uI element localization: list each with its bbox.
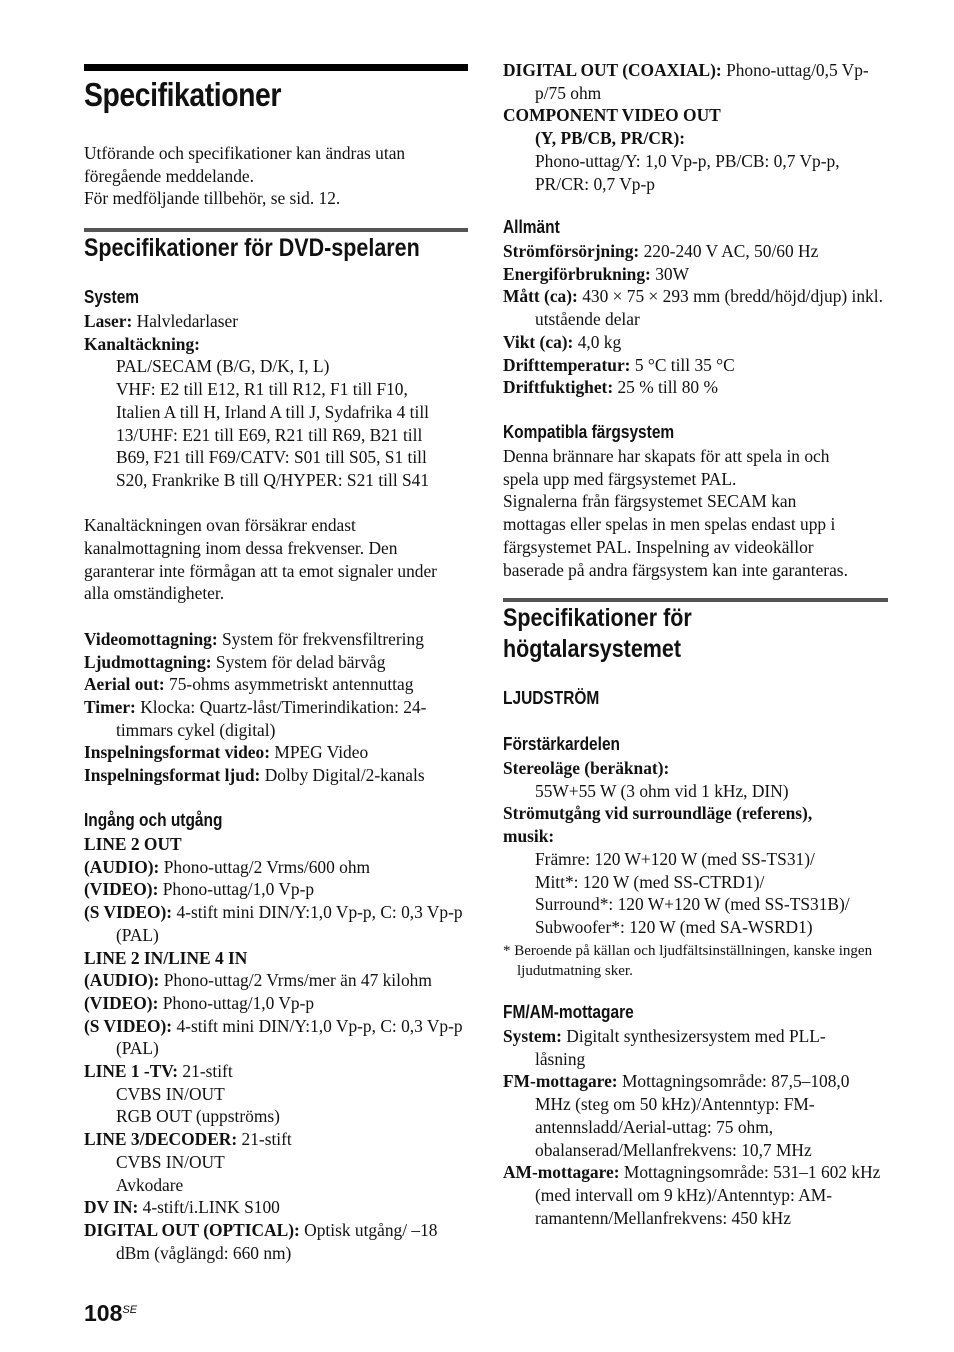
io-row: LINE 3/DECODER: 21-stift [84,1129,292,1150]
kanal-line: PAL/SECAM (B/G, D/K, I, L) [116,356,330,377]
spec-kanal-label: Kanaltäckning: [84,333,200,354]
io-row: DIGITAL OUT (OPTICAL): Optisk utgång/ –18 dBm (våglängd: 660 nm) [84,1219,438,1263]
io-continued [503,59,893,195]
io-row: DIGITAL OUT (COAXIAL): Phono-uttag/0,5 Vp-p/75 ohm [503,60,869,103]
footnote: * Beroende på källan och ljudfältsinställningen, kanske ingen ljudutmatning sker. [503,942,873,979]
section-rule [84,228,468,232]
color-line: spela upp med färgsystemet PAL. [503,468,737,489]
tuner-row: System: Digitalt synthesizersystem med PLL-låsning [503,1026,826,1069]
page-title: Specifikationer [84,76,282,113]
amp-surround-label: Strömutgång vid surroundläge (referens), [503,803,813,824]
ljudstrom-heading [503,687,615,709]
io-subline: Avkodare [116,1174,184,1195]
kanal-line: B69, F21 till F69/CATV: S01 till S05, S1 till [116,447,427,468]
io-row: DV IN: 4-stift/i.LINK S100 [84,1197,280,1218]
amp-line: Subwoofer*: 120 W (med SA-WSRD1) [535,916,813,937]
page-suffix: SE [122,1304,138,1316]
subheading: FM/AM-mottagare [503,1002,634,1022]
subheading: System [84,287,140,307]
io-row: (S VIDEO): 4-stift mini DIN/Y:1,0 Vp-p, C: 0,3 Vp-p (PAL) [84,1015,463,1059]
io-line24in: LINE 2 IN/LINE 4 IN [84,947,248,968]
kanal-line: 13/UHF: E21 till E69, R21 till R69, B21 till [116,424,423,445]
dvd-section-heading [84,233,474,264]
note-line: Kanaltäckningen ovan försäkrar endast [84,515,356,536]
page-number [84,1300,137,1327]
io-row: LINE 1 -TV: 21-stift [84,1061,233,1082]
spec-row: Ljudmottagning: System för delad bärvåg [84,651,386,672]
subheading: Ingång och utgång [84,810,223,830]
io-row: (AUDIO): Phono-uttag/2 Vrms/mer än 47 kilohm [84,970,432,991]
io-component-sublabel: (Y, PB/CB, PR/CR): [535,128,686,149]
amp-line: Mitt*: 120 W (med SS-CTRD1)/ [535,871,765,892]
intro-line: Utförande och specifikationer kan ändras utan [84,143,406,163]
kanal-line: Italien A till H, Irland A till J, Sydafrika 4 till [116,401,430,422]
page-number-value: 108 [84,1300,123,1326]
intro-line: föregående meddelande. [84,165,254,186]
subheading: Allmänt [503,217,560,237]
amp-stereo-label: Stereoläge (beräknat): [503,758,670,778]
spec-laser: Laser: Halvledarlaser [84,311,239,331]
system-block [84,286,474,787]
general-row: Energiförbrukning: 30W [503,263,690,284]
spec-row: Timer: Klocka: Quartz-låst/Timerindikation: 24-timmars cykel (digital) [84,696,427,740]
io-row: (VIDEO): Phono-uttag/1,0 Vp-p [84,879,315,900]
intro-line: För medföljande tillbehör, se sid. 12. [84,188,341,209]
subheading: Förstärkardelen [503,734,621,754]
tuner-block [503,1001,895,1229]
color-line: mottagas eller spelas in men spelas endast upp i [503,514,836,535]
color-block [503,421,895,581]
general-row: Mått (ca): 430 × 75 × 293 mm (bredd/höjd/djup) inkl. utstående delar [503,286,883,330]
spec-row: Aerial out: 75-ohms asymmetriskt antennuttag [84,674,414,695]
kanal-line: S20, Frankrike B till Q/HYPER: S21 till S41 [116,469,430,490]
tuner-row: AM-mottagare: Mottagningsområde: 531–1 602 kHz (med intervall om 9 kHz)/Antenntyp: AM-ramantenn/Mellanfrekvens: 450 kHz [503,1162,881,1228]
spec-row: Inspelningsformat ljud: Dolby Digital/2-kanals [84,765,425,786]
section-heading: Specifikationer för [503,604,692,632]
speaker-section-heading [503,603,723,665]
section-heading: högtalarsystemet [503,635,682,663]
io-subline: CVBS IN/OUT [116,1151,225,1172]
general-row: Strömförsörjning: 220-240 V AC, 50/60 Hz [503,241,819,261]
general-row: Drifttemperatur: 5 °C till 35 °C [503,354,735,375]
title-rule [84,64,468,71]
color-line: Denna brännare har skapats för att spela in och [503,446,830,466]
io-line2out: LINE 2 OUT [84,834,182,854]
io-row: (VIDEO): Phono-uttag/1,0 Vp-p [84,992,315,1013]
general-row: Vikt (ca): 4,0 kg [503,331,622,352]
amp-surround-label: musik: [503,826,555,847]
note-line: alla omständigheter. [84,583,225,604]
amp-line: Surround*: 120 W+120 W (med SS-TS31B)/ [535,894,850,915]
spec-row: Videomottagning: System för frekvensfiltrering [84,628,424,649]
amp-line: Främre: 120 W+120 W (med SS-TS31)/ [535,848,815,869]
amp-block [503,733,895,981]
note-line: garanterar inte förmågan att ta emot signaler under [84,560,437,581]
spec-row: Inspelningsformat video: MPEG Video [84,742,369,763]
color-line: Signalerna från färgsystemet SECAM kan [503,491,797,512]
io-component-label: COMPONENT VIDEO OUT [503,105,721,126]
color-line: färgsystemet PAL. Inspelning av videokällor [503,536,814,557]
section-heading: Specifikationer för DVD-spelaren [84,234,420,262]
io-subline: RGB OUT (uppströms) [116,1106,280,1127]
subheading: LJUDSTRÖM [503,688,600,708]
amp-stereo-value: 55W+55 W (3 ohm vid 1 kHz, DIN) [535,780,789,801]
intro [84,142,470,210]
subheading: Kompatibla färgsystem [503,422,675,442]
section-rule [503,598,888,602]
note-line: kanalmottagning inom dessa frekvenser. Den [84,538,398,559]
general-row: Driftfuktighet: 25 % till 80 % [503,377,718,398]
color-line: baserade på andra färgsystem kan inte garanteras. [503,559,848,580]
io-subline: CVBS IN/OUT [116,1083,225,1104]
io-block [84,809,474,1264]
io-row: (S VIDEO): 4-stift mini DIN/Y:1,0 Vp-p, C: 0,3 Vp-p (PAL) [84,902,463,945]
kanal-line: VHF: E2 till E12, R1 till R12, F1 till F10, [116,379,408,400]
tuner-row: FM-mottagare: Mottagningsområde: 87,5–108,0 MHz (steg om 50 kHz)/Antenntyp: FM-antennsladd/Aerial-uttag: 75 ohm, obalanserad/Mellanfrekvens: 10,7 MHz [503,1071,850,1160]
io-component-value: Phono-uttag/Y: 1,0 Vp-p, PB/CB: 0,7 Vp-p, PR/CR: 0,7 Vp-p [535,150,840,194]
general-block [503,216,893,399]
io-row: (AUDIO): Phono-uttag/2 Vrms/600 ohm [84,856,371,877]
